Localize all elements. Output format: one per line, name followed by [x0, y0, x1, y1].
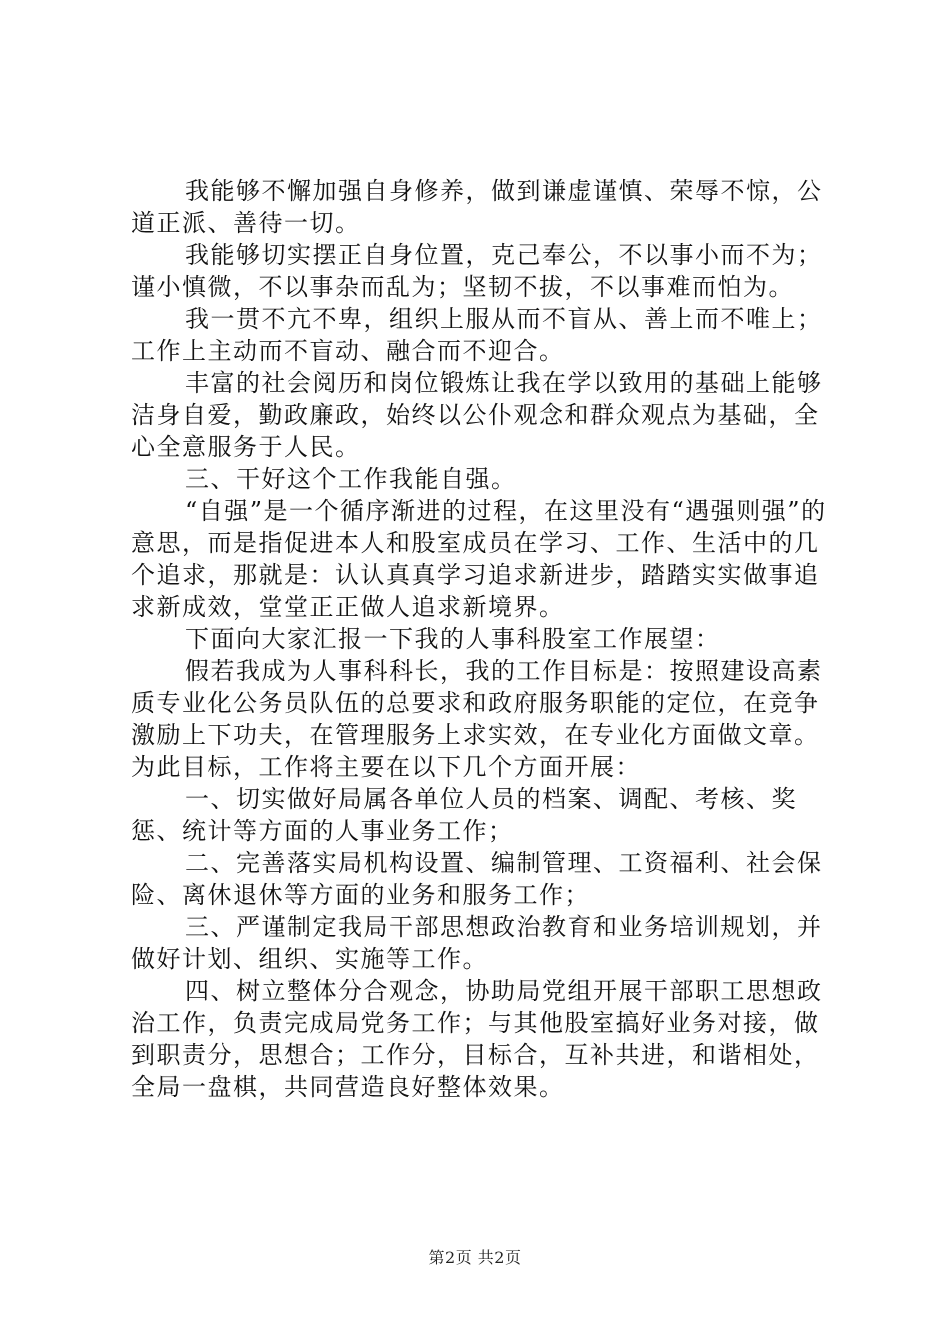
- paragraph-4: 丰富的社会阅历和岗位锻炼让我在学以致用的基础上能够洁身自爱，勤政廉政，始终以公仆观念和群众观点为基础，全心全意服务于人民。: [131, 369, 823, 461]
- list-item-4: 四、树立整体分合观念，协助局党组开展干部职工思想政治工作，负责完成局党务工作；与其他股室搞好业务对接，做到职责分，思想合；工作分，目标合，互补共进，和谐相处，全局一盘棋，共同营造良好整体效果。: [131, 977, 823, 1101]
- page-number-footer: 第2页 共2页: [428, 1248, 522, 1267]
- paragraph-1: 我能够不懈加强自身修养，做到谦虚谨慎、荣辱不惊，公道正派、善待一切。: [131, 177, 823, 237]
- document-body: [131, 175, 831, 1103]
- list-item-1: 一、切实做好局属各单位人员的档案、调配、考核、奖惩、统计等方面的人事业务工作；: [131, 785, 797, 845]
- section-heading-3: 三、干好这个工作我能自强。: [185, 465, 517, 493]
- paragraph-8: 假若我成为人事科科长，我的工作目标是：按照建设高素质专业化公务员队伍的总要求和政府服务职能的定位，在竞争激励上下功夫，在管理服务上求实效，在专业化方面做文章。为此目标，工作将主要在以下几个方面开展：: [131, 657, 823, 781]
- paragraph-3: 我一贯不亢不卑，组织上服从而不盲从、善上而不唯上；工作上主动而不盲动、融合而不迎合。: [131, 305, 823, 365]
- list-item-2: 二、完善落实局机构设置、编制管理、工资福利、社会保险、离休退休等方面的业务和服务工作；: [131, 849, 823, 909]
- list-item-3: 三、严谨制定我局干部思想政治教育和业务培训规划，并做好计划、组织、实施等工作。: [131, 913, 823, 973]
- paragraph-7: 下面向大家汇报一下我的人事科股室工作展望：: [185, 625, 721, 653]
- paragraph-6: “自强”是一个循序渐进的过程，在这里没有“遇强则强”的意思，而是指促进本人和股室成员在学习、工作、生活中的几个追求，那就是：认认真真学习追求新进步，踏踏实实做事追求新成效，堂堂正正做人追求新境界。: [131, 497, 827, 621]
- paragraph-2: 我能够切实摆正自身位置，克己奉公，不以事小而不为；谨小慎微，不以事杂而乱为；坚韧不拔，不以事难而怕为。: [131, 241, 823, 301]
